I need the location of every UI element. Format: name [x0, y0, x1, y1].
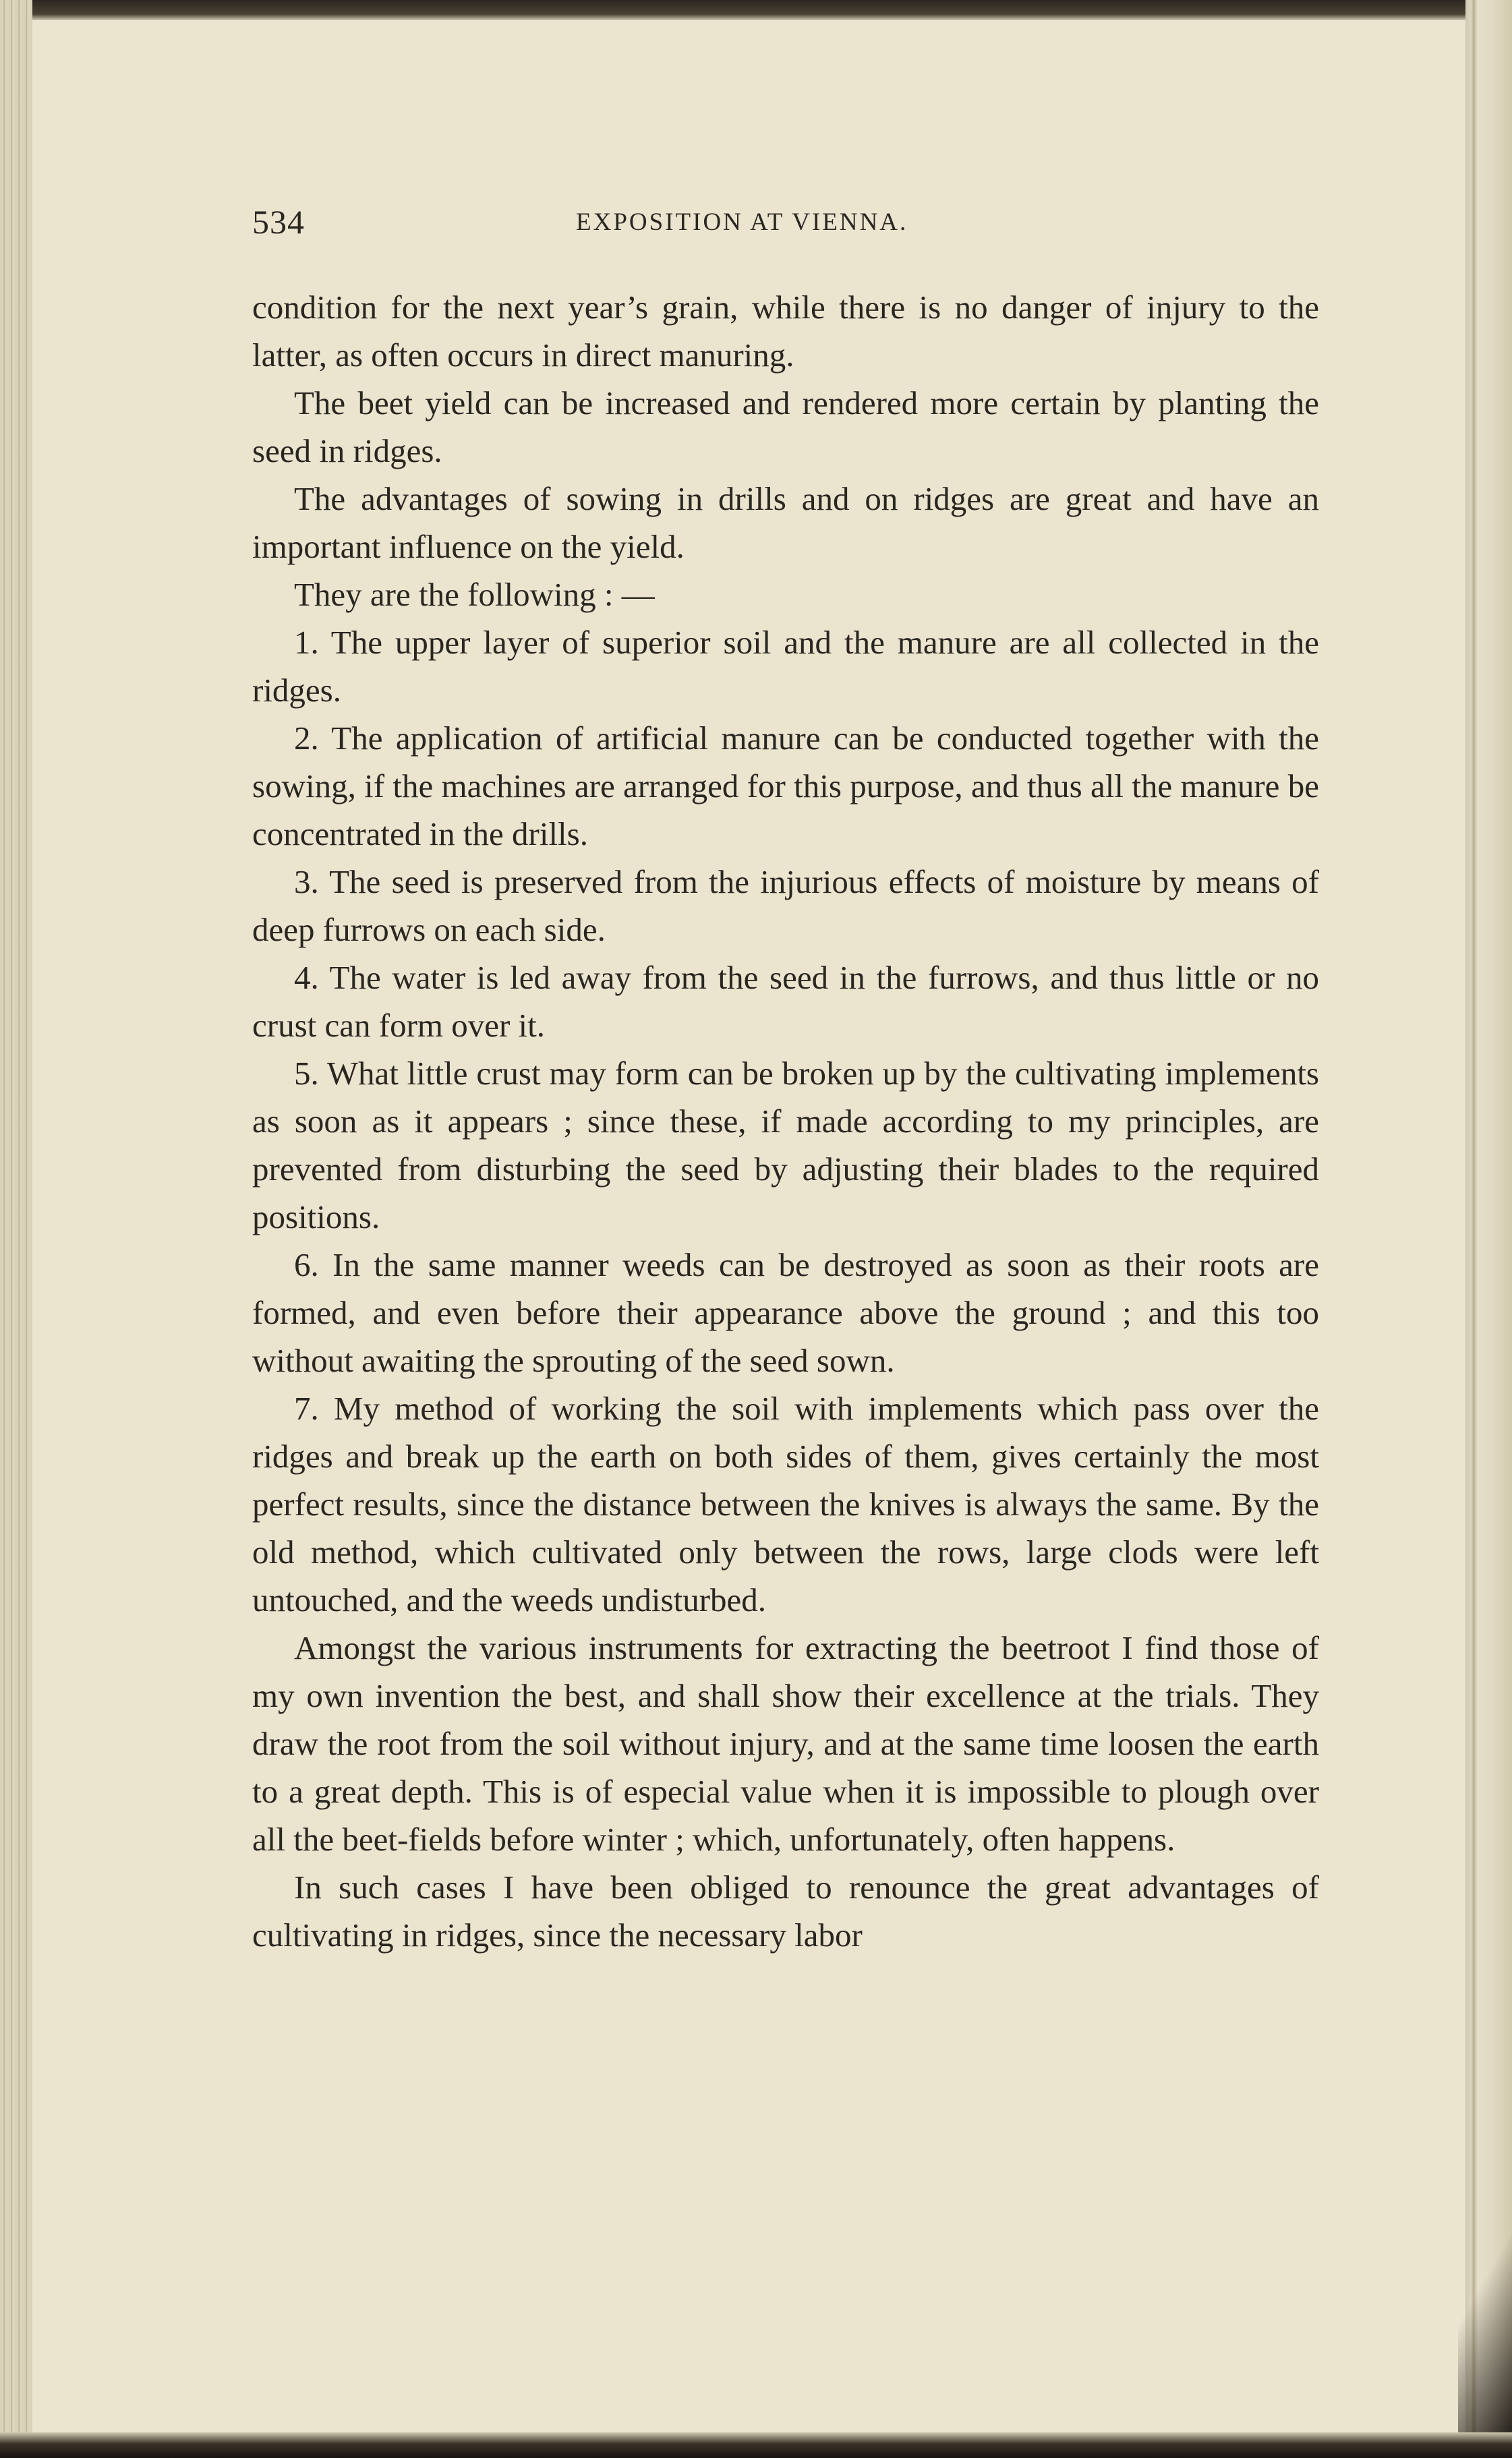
text-block [252, 202, 1319, 1959]
page-bottom-edge [0, 2432, 1512, 2458]
page-top-edge [0, 0, 1512, 20]
list-item: 2. The application of artificial manure can be conducted together with the sowing, if the machines are arranged for this purpose, and thus all the manure be concentrated in the drills. [252, 720, 1319, 852]
list-item: 1. The upper layer of superior soil and the manure are all collected in the ridges. [252, 624, 1319, 709]
binding-shadow [1458, 2190, 1512, 2432]
list-item: 4. The water is led away from the seed in the furrows, and thus little or no crust can form over it. [252, 959, 1319, 1044]
paragraph: In such cases I have been obliged to renounce the great advantages of cultivating in ridges, since the necessary labor [252, 1869, 1319, 1954]
paragraph: They are the following : — [294, 576, 655, 613]
list-item: 6. In the same manner weeds can be destroyed as soon as their roots are formed, and even before their appearance above the ground ; and this too without awaiting the sprouting of the seed sown. [252, 1246, 1319, 1379]
paragraph: Amongst the various instruments for extracting the beetroot I find those of my own invention the best, and shall show their excellence at the trials. They draw the root from the soil without injury, and at the same time loosen the earth to a great depth. This is of especial value when it is impossible to plough over all the beet-fields before winter ; which, unfortunately, often happens. [252, 1629, 1319, 1858]
paragraph: The advantages of sowing in drills and on ridges are great and have an important influence on the yield. [252, 480, 1319, 565]
body-text [252, 283, 1319, 1959]
running-head [252, 202, 1319, 243]
page-stack-left-edge [0, 0, 32, 2458]
list-item: 3. The seed is preserved from the injurious effects of moisture by means of deep furrows on each side. [252, 863, 1319, 948]
page-stack-right-edge [1465, 0, 1512, 2458]
list-item: 7. My method of working the soil with implements which pass over the ridges and break up the earth on both sides of them, gives certainly the most perfect results, since the distance between the knives is always the same. By the old method, which cultivated only between the rows, large clods were left untouched, and the weeds undisturbed. [252, 1390, 1319, 1618]
page-number: 534 [252, 203, 305, 241]
paragraph-continuation: condition for the next year’s grain, while there is no danger of injury to the latter, as often occurs in direct manuring. [252, 289, 1319, 374]
list-item: 5. What little crust may form can be broken up by the cultivating implements as soon as it appears ; since these, if made according to my principles, are prevented from disturbing the seed by adjusting their blades to the required positions. [252, 1055, 1319, 1235]
paragraph: The beet yield can be increased and rendered more certain by planting the seed in ridges. [252, 384, 1319, 469]
running-title: EXPOSITION AT VIENNA. [576, 208, 908, 236]
